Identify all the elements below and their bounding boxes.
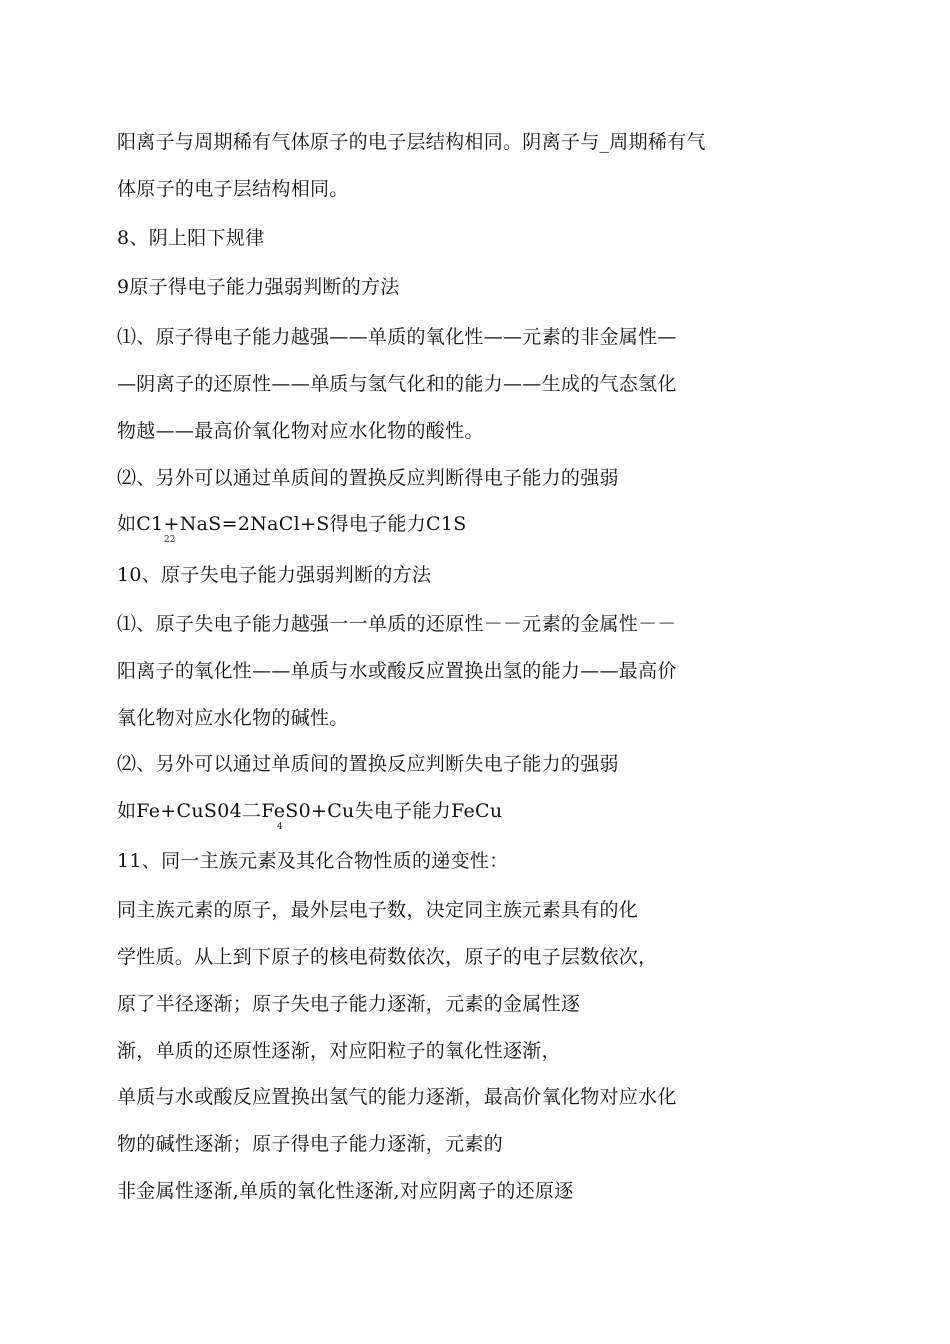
text-line: 阳离子的氧化性——单质与水或酸反应置换出氢的能力——最高价	[117, 660, 677, 682]
text-line: 学性质。从上到下原子的核电荷数依次，原子的电子层数依次，	[117, 946, 658, 968]
text-line: 体原子的电子层结构相同。	[117, 178, 349, 200]
text-line: 非金属性逐渐,单质的氧化性逐渐,对应阴离子的还原逐	[117, 1180, 574, 1202]
text-line: 原了半径逐渐；原子失电子能力逐渐，元素的金属性逐	[117, 993, 581, 1015]
text-line: —阴离子的还原性——单质与氢气化和的能力——生成的气态氢化	[117, 373, 677, 395]
text-line: 阳离子与周期稀有气体原子的电子层结构相同。阴离子与_周期稀有气	[117, 131, 706, 153]
equation-line: 如C1+NaS=2NaCl+S得电子能力C1S	[117, 513, 467, 535]
section-heading: 9原子得电子能力强弱判断的方法	[117, 276, 400, 298]
text-line: ⑴、原子失电子能力越强一一单质的还原性－－元素的金属性－－	[117, 613, 677, 635]
equation-subscript: 22	[164, 535, 176, 545]
text-line: ⑴、原子得电子能力越强——单质的氧化性——元素的非金属性—	[117, 326, 677, 348]
text-line: 同主族元素的原子，最外层电子数，决定同主族元素具有的化	[117, 899, 639, 921]
section-heading: 8、阴上阳下规律	[117, 227, 265, 249]
text-line: 物越——最高价氧化物对应水化物的酸性。	[117, 420, 484, 442]
equation-line: 如Fe+CuS04二FeS0+Cu失电子能力FeCu	[117, 800, 503, 822]
text-line: 氧化物对应水化物的碱性。	[117, 707, 349, 729]
text-line: ⑵、另外可以通过单质间的置换反应判断失电子能力的强弱	[117, 753, 619, 775]
text-line: 渐，单质的还原性逐渐，对应阳粒子的氧化性逐渐，	[117, 1040, 561, 1062]
section-heading: 11、同一主族元素及其化合物性质的递变性：	[117, 850, 509, 872]
section-heading: 10、原子失电子能力强弱判断的方法	[117, 564, 432, 586]
equation-subscript: 4	[277, 822, 283, 832]
text-line: 单质与水或酸反应置换出氢气的能力逐渐，最高价氧化物对应水化	[117, 1086, 677, 1108]
text-line: ⑵、另外可以通过单质间的置换反应判断得电子能力的强弱	[117, 467, 619, 489]
text-line: 物的碱性逐渐；原子得电子能力逐渐，元素的	[117, 1133, 504, 1155]
